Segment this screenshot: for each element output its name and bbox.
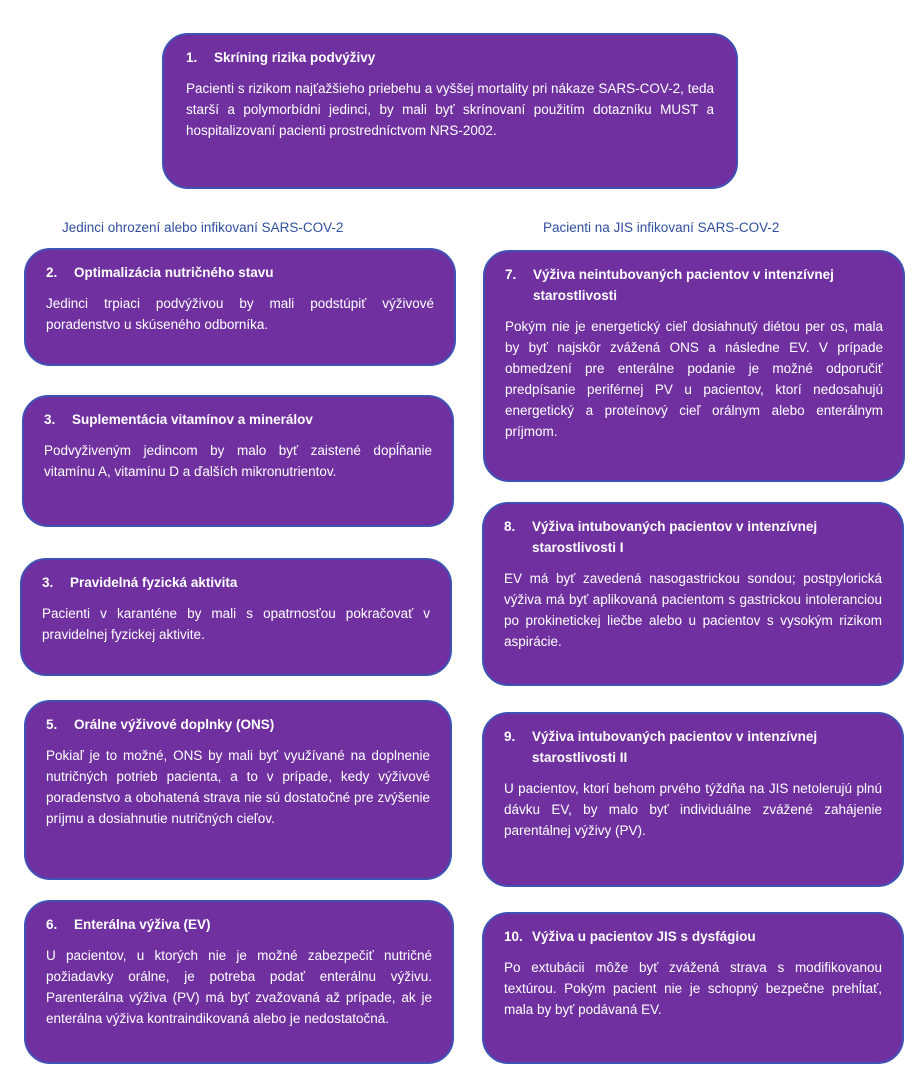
box-number: 9. bbox=[504, 729, 516, 744]
box-number: 3. bbox=[42, 575, 54, 590]
column-header-left: Jedinci ohrození alebo infikovaní SARS-COV-2 bbox=[62, 220, 344, 235]
box-title-text: Orálne výživové doplnky (ONS) bbox=[74, 717, 275, 732]
box-title-text: Pravidelná fyzická aktivita bbox=[70, 575, 238, 590]
box-body: Jedinci trpiaci podvýživou by mali podstúpiť výživové poradenstvo u skúseného odborníka. bbox=[46, 296, 434, 332]
box-ons bbox=[24, 700, 452, 880]
box-screening bbox=[162, 33, 738, 189]
box-body: Podvyživeným jedincom by malo byť zaistené dopĺňanie vitamínu A, vitamínu D a ďalších mikronutrientov. bbox=[44, 443, 432, 479]
box-non-intubated bbox=[483, 250, 905, 482]
box-body: Pacienti v karanténe by mali s opatrnosťou pokračovať v pravidelnej fyzickej aktivite. bbox=[42, 606, 430, 642]
box-number: 6. bbox=[46, 917, 58, 932]
column-header-right: Pacienti na JIS infikovaní SARS-COV-2 bbox=[543, 220, 780, 235]
box-title-text: Výživa intubovaných pacientov v intenzívnej starostlivosti II bbox=[532, 729, 818, 765]
box-optimization bbox=[24, 248, 456, 366]
box-title-text: Výživa neintubovaných pacientov v intenzívnej starostlivosti bbox=[533, 267, 834, 303]
box-supplementation bbox=[22, 395, 454, 527]
box-body: EV má byť zavedená nasogastrickou sondou; postpylorická výživa má byť aplikovaná pacientom s gastrickou intoleranciou po prokinetickej liečbe alebo u pacientov s vysokým rizikom aspirácie. bbox=[504, 571, 882, 649]
box-body: Pokým nie je energetický cieľ dosiahnutý diétou per os, mala by byť najskôr zvážená ONS a následne EV. V prípade obmedzení pre enterálne podanie je možné odporučiť predpísanie periférnej PV u pacientov, ktorí nedosahujú energetický a proteínový cieľ orálnym alebo enterálnym príjmom. bbox=[505, 319, 883, 439]
box-enteral bbox=[24, 900, 454, 1064]
box-title-text: Skríning rizika podvýživy bbox=[214, 50, 376, 65]
box-title bbox=[42, 572, 430, 593]
box-title bbox=[46, 914, 432, 935]
box-body: U pacientov, u ktorých nie je možné zabezpečiť nutričné požiadavky orálne, je potreba podať enterálnu výživu. Parenterálna výživa (PV) má byť zvažovaná až prípade, ak je enterálna výživa kontraindikovaná alebo je nedostatočná. bbox=[46, 948, 432, 1026]
box-intubated-1 bbox=[482, 502, 904, 686]
box-number: 3. bbox=[44, 412, 56, 427]
box-body: Po extubácii môže byť zvážená strava s modifikovanou textúrou. Pokým pacient nie je schopný bezpečne prehĺtať, mala by byť podávaná EV. bbox=[504, 960, 882, 1017]
box-title bbox=[46, 262, 434, 283]
box-title bbox=[504, 726, 882, 768]
box-number: 5. bbox=[46, 717, 58, 732]
box-dysphagia bbox=[482, 912, 904, 1064]
box-body: Pokiaľ je to možné, ONS by mali byť využívané na doplnenie nutričných potrieb pacienta, a to v prípade, kedy výživové poradenstvo a obohatená strava nie sú dostatočné pre zvýšenie príjmu a dosiahnutie nutričných cieľov. bbox=[46, 748, 430, 826]
box-body: U pacientov, ktorí behom prvého týždňa na JIS netolerujú plnú dávku EV, by malo byť individuálne zvážené zahájenie parentálnej výživy (PV). bbox=[504, 781, 882, 838]
box-intubated-2 bbox=[482, 712, 904, 887]
box-title bbox=[186, 47, 714, 68]
box-number: 2. bbox=[46, 265, 58, 280]
box-title-text: Výživa intubovaných pacientov v intenzívnej starostlivosti I bbox=[532, 519, 818, 555]
box-title bbox=[504, 516, 882, 558]
box-title bbox=[504, 926, 882, 947]
box-title-text: Výživa u pacientov JIS s dysfágiou bbox=[532, 929, 756, 944]
box-title-text: Enterálna výživa (EV) bbox=[74, 917, 211, 932]
box-physical-activity bbox=[20, 558, 452, 676]
box-number: 7. bbox=[505, 267, 517, 282]
box-title bbox=[44, 409, 432, 430]
box-title-text: Suplementácia vitamínov a minerálov bbox=[72, 412, 313, 427]
box-title bbox=[505, 264, 883, 306]
box-number: 8. bbox=[504, 519, 516, 534]
box-number: 1. bbox=[186, 50, 198, 65]
box-number: 10. bbox=[504, 929, 523, 944]
box-title-text: Optimalizácia nutričného stavu bbox=[74, 265, 274, 280]
box-title bbox=[46, 714, 430, 735]
box-body: Pacienti s rizikom najťažšieho priebehu a vyššej mortality pri nákaze SARS-COV-2, teda starší a polymorbídni jedinci, by mali byť skrínovaní použitím dotazníku MUST a hospitalizovaní pacienti prostredníctvom NRS-2002. bbox=[186, 81, 714, 138]
